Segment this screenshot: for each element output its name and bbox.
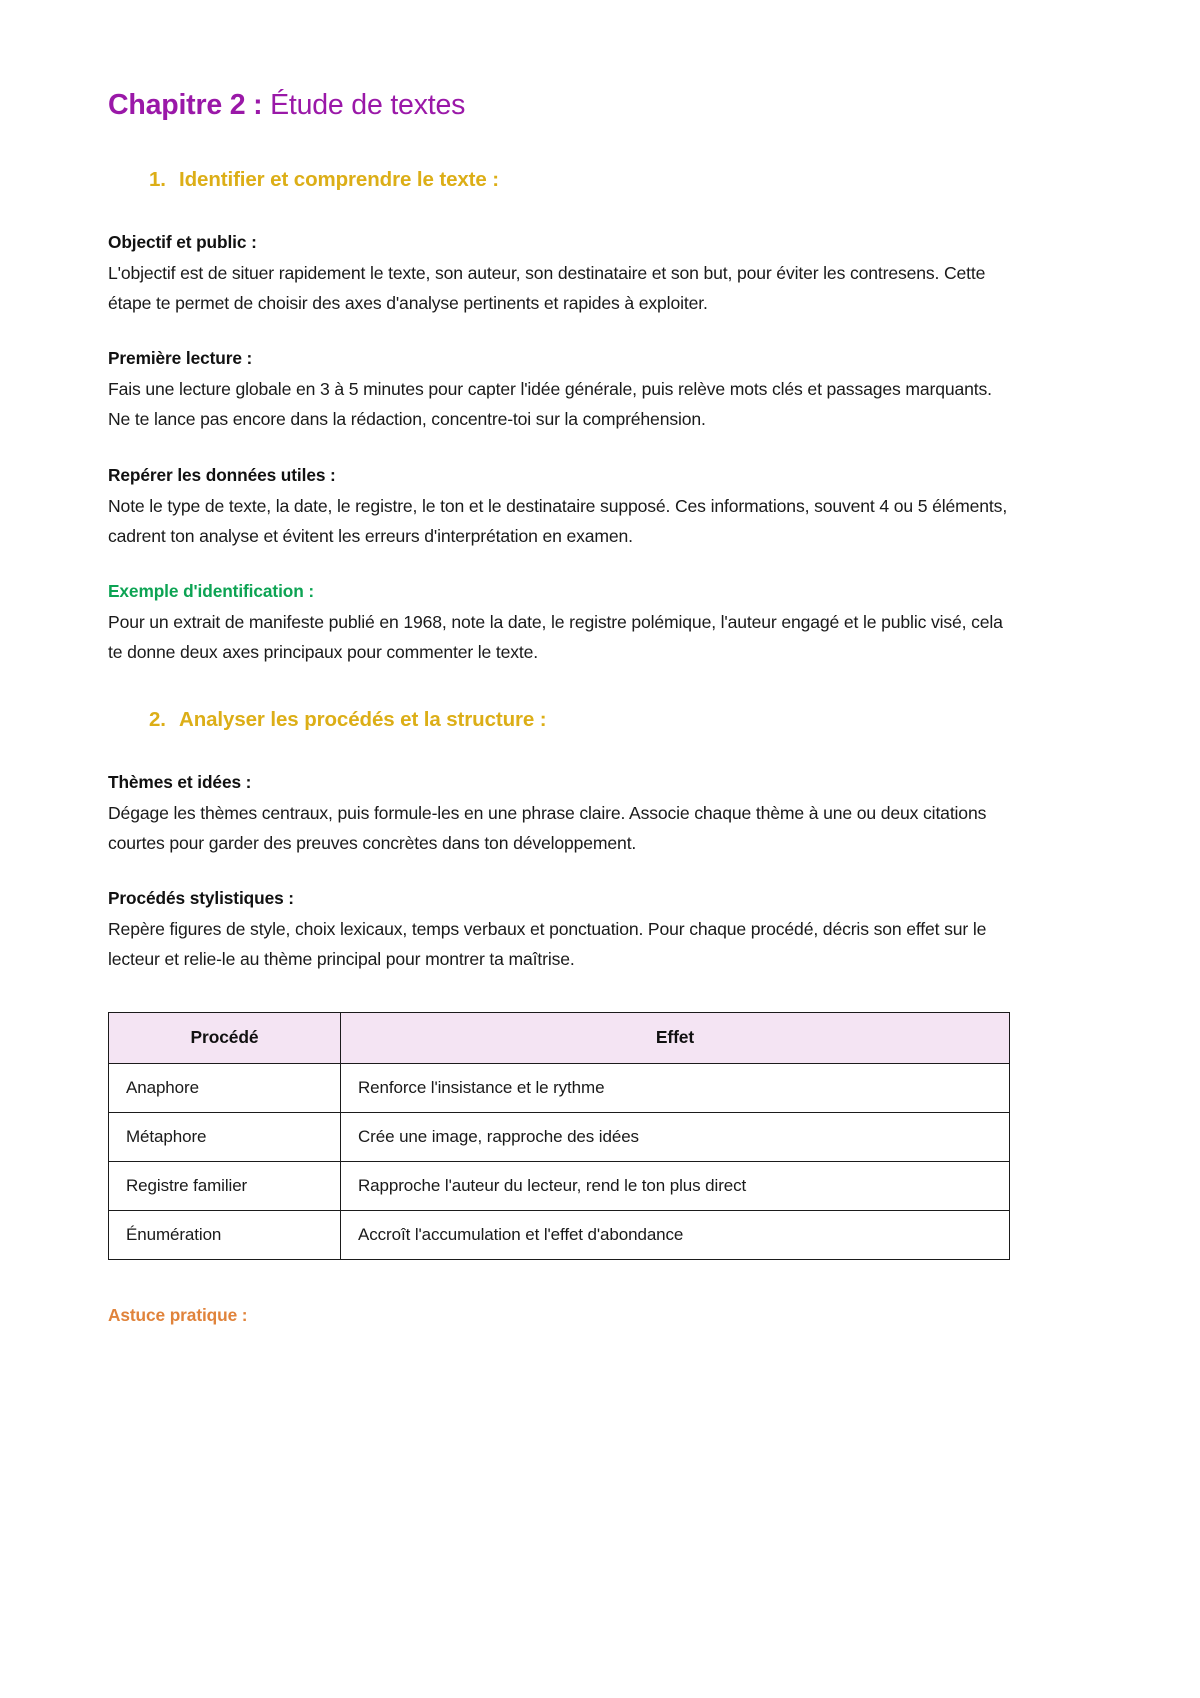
page-title-subject: Étude de textes xyxy=(262,89,466,121)
content-block xyxy=(108,232,1092,319)
page-title-chapter: Chapitre 2 : xyxy=(108,89,263,121)
section-number-2: 2. xyxy=(149,707,166,731)
table-header-row xyxy=(109,1012,1010,1063)
table-cell-effet: Rapproche l'auteur du lecteur, rend le ton plus direct xyxy=(341,1161,1010,1210)
tip-heading: Astuce pratique : xyxy=(108,1304,248,1325)
block-text: Repère figures de style, choix lexicaux, temps verbaux et ponctuation. Pour chaque procédé, décris son effet sur le lecteur et relie-le au thème principal pour montrer ta maîtrise. xyxy=(108,919,987,970)
table-cell-effet: Accroît l'accumulation et l'effet d'abondance xyxy=(341,1210,1010,1259)
table-cell-effet: Crée une image, rapproche des idées xyxy=(341,1112,1010,1161)
table-row xyxy=(109,1063,1010,1112)
block-heading: Repérer les données utiles : xyxy=(108,464,336,485)
content-block xyxy=(108,465,1092,552)
block-text: Fais une lecture globale en 3 à 5 minutes pour capter l'idée générale, puis relève mots clés et passages marquants. Ne te lance pas encore dans la rédaction, concentre-toi sur la compréhension. xyxy=(108,379,992,430)
procedes-table xyxy=(108,1012,1010,1260)
block-heading: Objectif et public : xyxy=(108,231,257,252)
block-text: Note le type de texte, la date, le registre, le ton et le destinataire supposé. Ces informations, souvent 4 ou 5 éléments, cadrent ton analyse et évitent les erreurs d'interprétation en examen. xyxy=(108,495,1008,546)
example-heading: Exemple d'identification : xyxy=(108,581,315,602)
page-title xyxy=(108,88,1092,124)
section-label-2: Analyser les procédés et la structure : xyxy=(179,707,547,731)
table-cell-procede: Anaphore xyxy=(109,1063,341,1112)
table-cell-procede: Métaphore xyxy=(109,1112,341,1161)
section-label-1: Identifier et comprendre le texte : xyxy=(179,167,500,191)
example-text: Pour un extrait de manifeste publié en 1968, note la date, le registre polémique, l'auteur engagé et le public visé, cela te donne deux axes principaux pour commenter le texte. xyxy=(108,612,1003,663)
table-row xyxy=(109,1210,1010,1259)
block-text: Dégage les thèmes centraux, puis formule-les en une phrase claire. Associe chaque thème à une ou deux citations courtes pour garder des preuves concrètes dans ton développement. xyxy=(108,802,987,853)
table-column-header-procede: Procédé xyxy=(109,1012,341,1063)
section-number-1: 1. xyxy=(149,167,166,191)
block-heading: Première lecture : xyxy=(108,348,253,369)
content-block xyxy=(108,772,1092,859)
block-text: L'objectif est de situer rapidement le texte, son auteur, son destinataire et son but, pour éviter les contresens. Cette étape te permet de choisir des axes d'analyse pertinents et rapides à exploiter. xyxy=(108,262,986,313)
table-row xyxy=(109,1112,1010,1161)
content-block xyxy=(108,348,1092,435)
table-cell-procede: Registre familier xyxy=(109,1161,341,1210)
table-cell-effet: Renforce l'insistance et le rythme xyxy=(341,1063,1010,1112)
table-cell-procede: Énumération xyxy=(109,1210,341,1259)
table-row xyxy=(109,1161,1010,1210)
table-column-header-effet: Effet xyxy=(341,1012,1010,1063)
section-heading-1 xyxy=(108,168,1092,192)
content-block xyxy=(108,888,1092,975)
block-heading: Procédés stylistiques : xyxy=(108,888,294,909)
block-heading: Thèmes et idées : xyxy=(108,771,252,792)
section-heading-2 xyxy=(108,708,1092,732)
content-block-example xyxy=(108,581,1092,668)
